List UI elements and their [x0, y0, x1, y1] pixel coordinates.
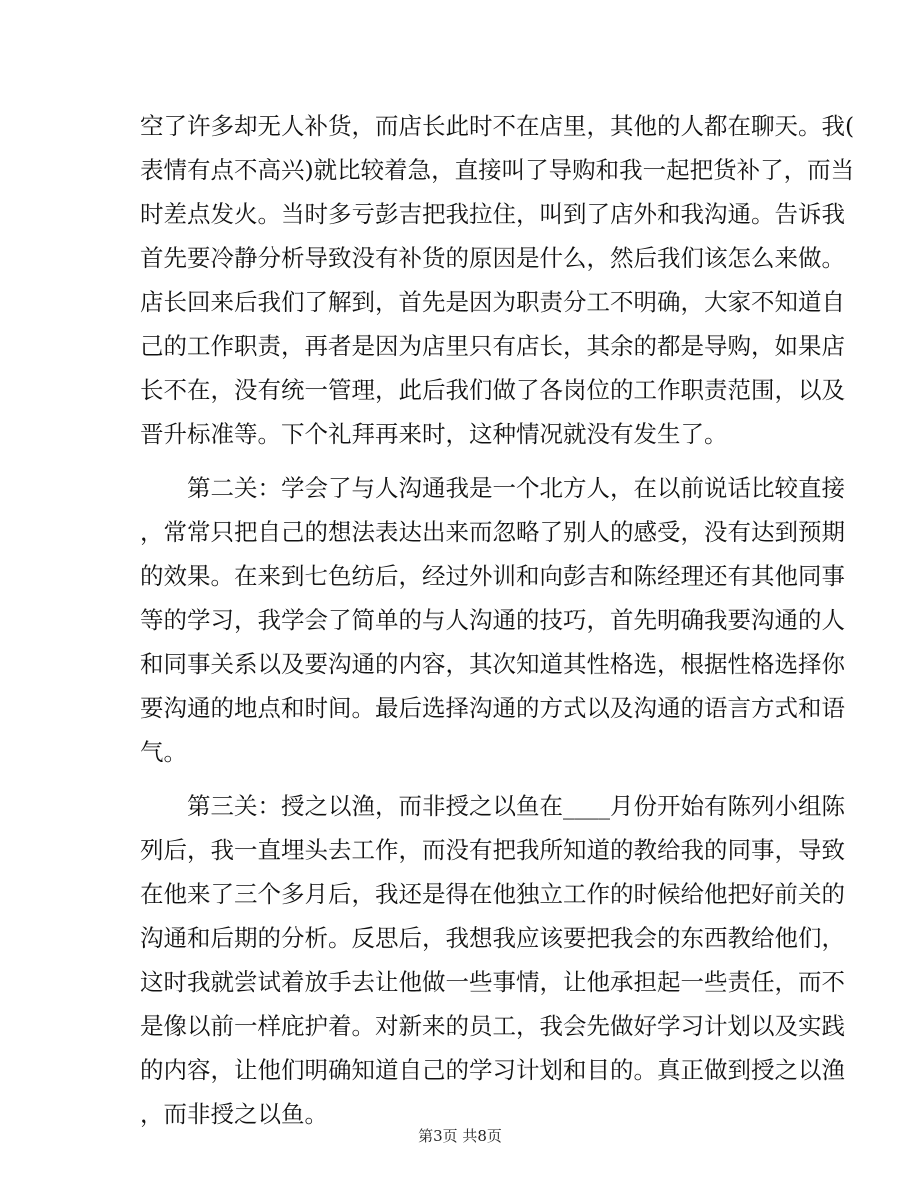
- text-line: 己的工作职责，再者是因为店里只有店长，其余的都是导购，如果店: [140, 332, 845, 360]
- text-line: 和同事关系以及要沟通的内容，其次知道其性格选，根据性格选择你: [140, 650, 845, 678]
- page-number-footer: 第3页 共8页: [418, 1127, 502, 1145]
- text-line: 晋升标准等。下个礼拜再来时，这种情况就没有发生了。: [140, 420, 728, 448]
- text-line: 表情有点不高兴)就比较着急，直接叫了导购和我一起把货补了，而当: [140, 156, 855, 184]
- text-line: 等的学习，我学会了简单的与人沟通的技巧，首先明确我要沟通的人: [140, 606, 845, 634]
- text-line: 的效果。在来到七色纺后，经过外训和向彭吉和陈经理还有其他同事: [140, 562, 845, 590]
- text-line: 沟通和后期的分析。反思后，我想我应该要把我会的东西教给他们，: [140, 924, 845, 952]
- text-line: 这时我就尝试着放手去让他做一些事情，让他承担起一些责任，而不: [140, 968, 845, 996]
- text-line: 第三关：授之以渔，而非授之以鱼在____月份开始有陈列小组陈: [187, 792, 845, 820]
- text-line: 是像以前一样庇护着。对新来的员工，我会先做好学习计划以及实践: [140, 1012, 845, 1040]
- text-line: 列后，我一直埋头去工作，而没有把我所知道的教给我的同事，导致: [140, 836, 845, 864]
- text-line: ，而非授之以鱼。: [140, 1100, 328, 1128]
- text-line: 首先要冷静分析导致没有补货的原因是什么，然后我们该怎么来做。: [140, 244, 845, 272]
- text-line: 在他来了三个多月后，我还是得在他独立工作的时候给他把好前关的: [140, 880, 845, 908]
- text-line: ，常常只把自己的想法表达出来而忽略了别人的感受，没有达到预期: [140, 518, 845, 546]
- text-line: 第二关：学会了与人沟通我是一个北方人，在以前说话比较直接: [187, 474, 845, 502]
- text-line: 店长回来后我们了解到，首先是因为职责分工不明确，大家不知道自: [140, 288, 845, 316]
- text-line: 长不在，没有统一管理，此后我们做了各岗位的工作职责范围，以及: [140, 376, 845, 404]
- text-line: 空了许多却无人补货，而店长此时不在店里，其他的人都在聊天。我(: [140, 112, 855, 140]
- text-line: 时差点发火。当时多亏彭吉把我拉住，叫到了店外和我沟通。告诉我: [140, 200, 845, 228]
- text-line: 要沟通的地点和时间。最后选择沟通的方式以及沟通的语言方式和语: [140, 694, 845, 722]
- text-line: 的内容，让他们明确知道自己的学习计划和目的。真正做到授之以渔: [140, 1056, 845, 1084]
- text-line: 气。: [140, 738, 187, 766]
